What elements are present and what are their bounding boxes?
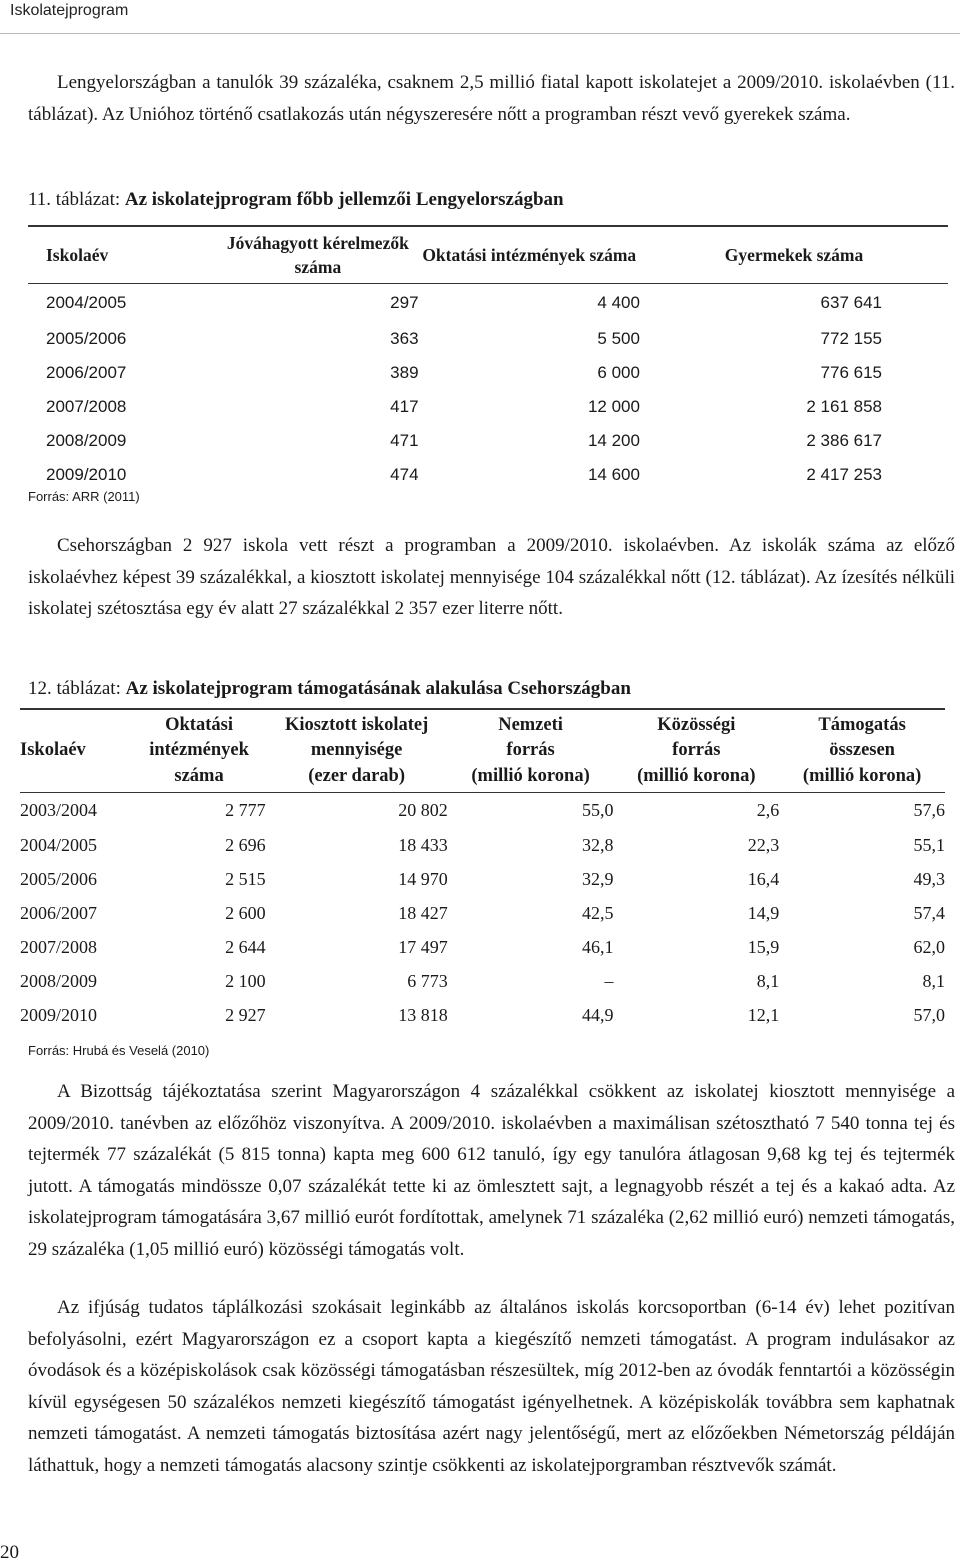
table-cell: 2 386 617 (806, 430, 882, 450)
table12-header-row (20, 709, 945, 793)
table-cell: 2004/2005 (46, 292, 127, 312)
table-cell: 2006/2007 (46, 362, 127, 382)
table-cell: 6 000 (597, 362, 640, 382)
table-cell: 22,3 (747, 835, 780, 855)
table12-caption-title: Az iskolatejprogram támogatásának alakulása Csehországban (125, 678, 631, 699)
table-cell: 2,6 (756, 800, 780, 821)
table-cell: 2 644 (225, 937, 266, 957)
table12-caption-prefix: 12. táblázat: (28, 678, 126, 699)
table-cell: 6 773 (407, 971, 448, 991)
table11-header-cell: Gyermekek száma (724, 245, 864, 265)
table-cell: 2 777 (225, 800, 266, 821)
table-cell: 4 400 (597, 292, 640, 312)
table-row (20, 999, 945, 1033)
running-header: Iskolatejprogram (10, 2, 129, 19)
table-cell: 18 433 (398, 835, 448, 855)
table-cell: 2003/2004 (20, 800, 98, 821)
table-cell: 2008/2009 (20, 971, 98, 991)
table-cell: 2008/2009 (46, 430, 127, 450)
table-cell: 14 600 (587, 464, 640, 484)
hungary-paragraph: A Bizottság tájékoztatása szerint Magyarországon 4 százalékkal csökkent az iskolatej kiosztott mennyisége a 2009/2010. tanévben az előzőhöz viszonyítva. A 2009/2010. iskolaévben a maximálisan szétosztható 7 540 tonna tej és tejtermék 77 százalékát (5 815 tonna) kapta meg 600 612 tanuló, így egy tanulóra átlagosan 9,68 kg tej és tejtermék jutott. A támogatás mindössze 0,07 százalékát tette ki az ömlesztett sajt, a legnagyobb részét a tej és a kakaó adta. Az iskolatejprogram támogatására 3,67 millió eurót fordítottak, amelynek 71 százaléka (2,62 millió euró) nemzeti támogatás, 29 százaléka (1,05 millió euró) közösségi támogatás volt. (28, 1081, 955, 1260)
table-cell: 2009/2010 (20, 1005, 98, 1025)
table-row (28, 424, 948, 458)
table-cell: 474 (390, 464, 419, 484)
table-cell: 2005/2006 (20, 869, 98, 889)
table-cell: 14 200 (587, 430, 640, 450)
table-cell: – (604, 971, 614, 991)
table-cell: 389 (390, 362, 419, 382)
table-cell: 12 000 (587, 396, 640, 416)
table-row (20, 793, 945, 829)
table12-source: Forrás: Hrubá és Veselá (2010) (28, 1043, 210, 1058)
table-cell: 2 417 253 (806, 464, 882, 484)
table-cell: 57,6 (913, 800, 945, 821)
table-cell: 2 927 (225, 1005, 266, 1025)
page-number: 20 (0, 1542, 19, 1563)
table12 (20, 708, 945, 1033)
table12-header-cell: Oktatási intézmények száma (149, 714, 249, 786)
table11-caption-prefix: 11. táblázat: (28, 189, 125, 210)
table11 (28, 225, 948, 492)
table-cell: 46,1 (581, 937, 614, 957)
table-cell: 44,9 (581, 1005, 614, 1025)
table-cell: 8,1 (922, 971, 945, 991)
table-cell: 14,9 (747, 903, 780, 923)
table-row (20, 829, 945, 863)
table-cell: 42,5 (581, 903, 614, 923)
table12-caption (28, 676, 631, 702)
table-cell: 2 161 858 (806, 396, 882, 416)
table-cell: 417 (390, 396, 419, 416)
table-cell: 17 497 (398, 937, 448, 957)
table12-header-cell: Közösségi forrás (millió korona) (637, 714, 756, 786)
table11-header-cell: Iskolaév (46, 245, 109, 265)
table-cell: 2009/2010 (46, 464, 127, 484)
table-row (28, 356, 948, 390)
table-cell: 2007/2008 (20, 937, 98, 957)
table-cell: 62,0 (913, 937, 945, 957)
table-cell: 363 (390, 328, 419, 348)
table-cell: 772 155 (820, 328, 882, 348)
table-cell: 2 515 (225, 869, 266, 889)
table-row (20, 931, 945, 965)
table-cell: 55,1 (913, 835, 945, 855)
table-cell: 18 427 (398, 903, 448, 923)
table-cell: 2 696 (225, 835, 266, 855)
table-cell: 57,0 (913, 1005, 945, 1025)
table-cell: 776 615 (820, 362, 882, 382)
table12-header-cell: Kiosztott iskolatej mennyisége (ezer darab) (284, 714, 429, 786)
table-cell: 637 641 (820, 292, 882, 312)
table-row (28, 284, 948, 322)
table-cell: 2 100 (225, 971, 266, 991)
table-row (20, 863, 945, 897)
table-cell: 2004/2005 (20, 835, 98, 855)
table-cell: 2006/2007 (20, 903, 98, 923)
table-cell: 14 970 (398, 869, 448, 889)
table-cell: 5 500 (597, 328, 640, 348)
table-cell: 13 818 (398, 1005, 448, 1025)
table-cell: 471 (390, 430, 419, 450)
czech-paragraph: Csehországban 2 927 iskola vett részt a programban a 2009/2010. iskolaévben. Az iskolák száma az előző iskolaévhez képest 39 százalékkal, a kiosztott iskolatej mennyisége 104 százalékkal nőtt (12. táblázat). Az ízesítés nélküli iskolatej szétosztása egy év alatt 27 százalékkal 2 357 ezer literre nőtt. (28, 535, 955, 619)
table11-header-row (28, 226, 948, 284)
table-row (20, 897, 945, 931)
table-cell: 49,3 (913, 869, 945, 889)
table-cell: 55,0 (581, 800, 614, 821)
table-cell: 2 600 (225, 903, 266, 923)
intro-paragraph: Lengyelországban a tanulók 39 százaléka, csaknem 2,5 millió fiatal kapott iskolatejet a 2009/2010. iskolaévben (11. táblázat). Az Unióhoz történő csatlakozás után négyszeresére nőtt a programban részt vevő gyerekek száma. (28, 72, 955, 125)
header-divider (0, 33, 960, 34)
table12-header-cell: Iskolaév (20, 740, 86, 761)
table-row (28, 390, 948, 424)
table-cell: 20 802 (398, 800, 448, 821)
table-row (28, 458, 948, 492)
table-cell: 32,8 (581, 835, 614, 855)
table11-header-cell: Oktatási intézmények száma (422, 245, 637, 265)
table-row (28, 322, 948, 356)
table12-header-cell: Nemzeti forrás (millió korona) (471, 714, 590, 786)
table-row (20, 965, 945, 999)
table-cell: 8,1 (756, 971, 780, 991)
table-cell: 32,9 (581, 869, 614, 889)
table-cell: 15,9 (747, 937, 780, 957)
table-cell: 57,4 (913, 903, 945, 923)
table-cell: 2005/2006 (46, 328, 127, 348)
table11-caption-title: Az iskolatejprogram főbb jellemzői Lengyelországban (124, 189, 564, 210)
table-cell: 16,4 (747, 869, 780, 889)
final-paragraph: Az ifjúság tudatos táplálkozási szokásait leginkább az általános iskolás korcsoportban (6-14 év) lehet pozitívan befolyásolni, ezért Magyarországon ez a csoport kapta a kiegészítő nemzeti támogatást. A program indulásakor az óvodások és a középiskolások csak közösségi támogatásban részesültek, míg 2012-ben az óvodák fenntartói a közösségin kívül egységesen 50 százalékos nemzeti kiegészítő támogatást igényelhetnek. A középiskolák továbbra sem kaphatnak nemzeti támogatást. A nemzeti támogatás biztosítása azért nagy jelentőségű, mert az előzőekben Németország példáján láthattuk, hogy a nemzeti támogatás alacsony szintje csökkenti az iskolatejporgramban résztvevők számát. (28, 1297, 955, 1476)
table12-header-cell: Támogatás összesen (millió korona) (802, 714, 922, 786)
table11-caption (28, 187, 564, 213)
table11-header-cell: Jóváhagyott kérelmezők száma (226, 233, 409, 277)
table11-source: Forrás: ARR (2011) (28, 489, 140, 504)
table-cell: 12,1 (747, 1005, 780, 1025)
table-cell: 2007/2008 (46, 396, 127, 416)
table-cell: 297 (390, 292, 419, 312)
